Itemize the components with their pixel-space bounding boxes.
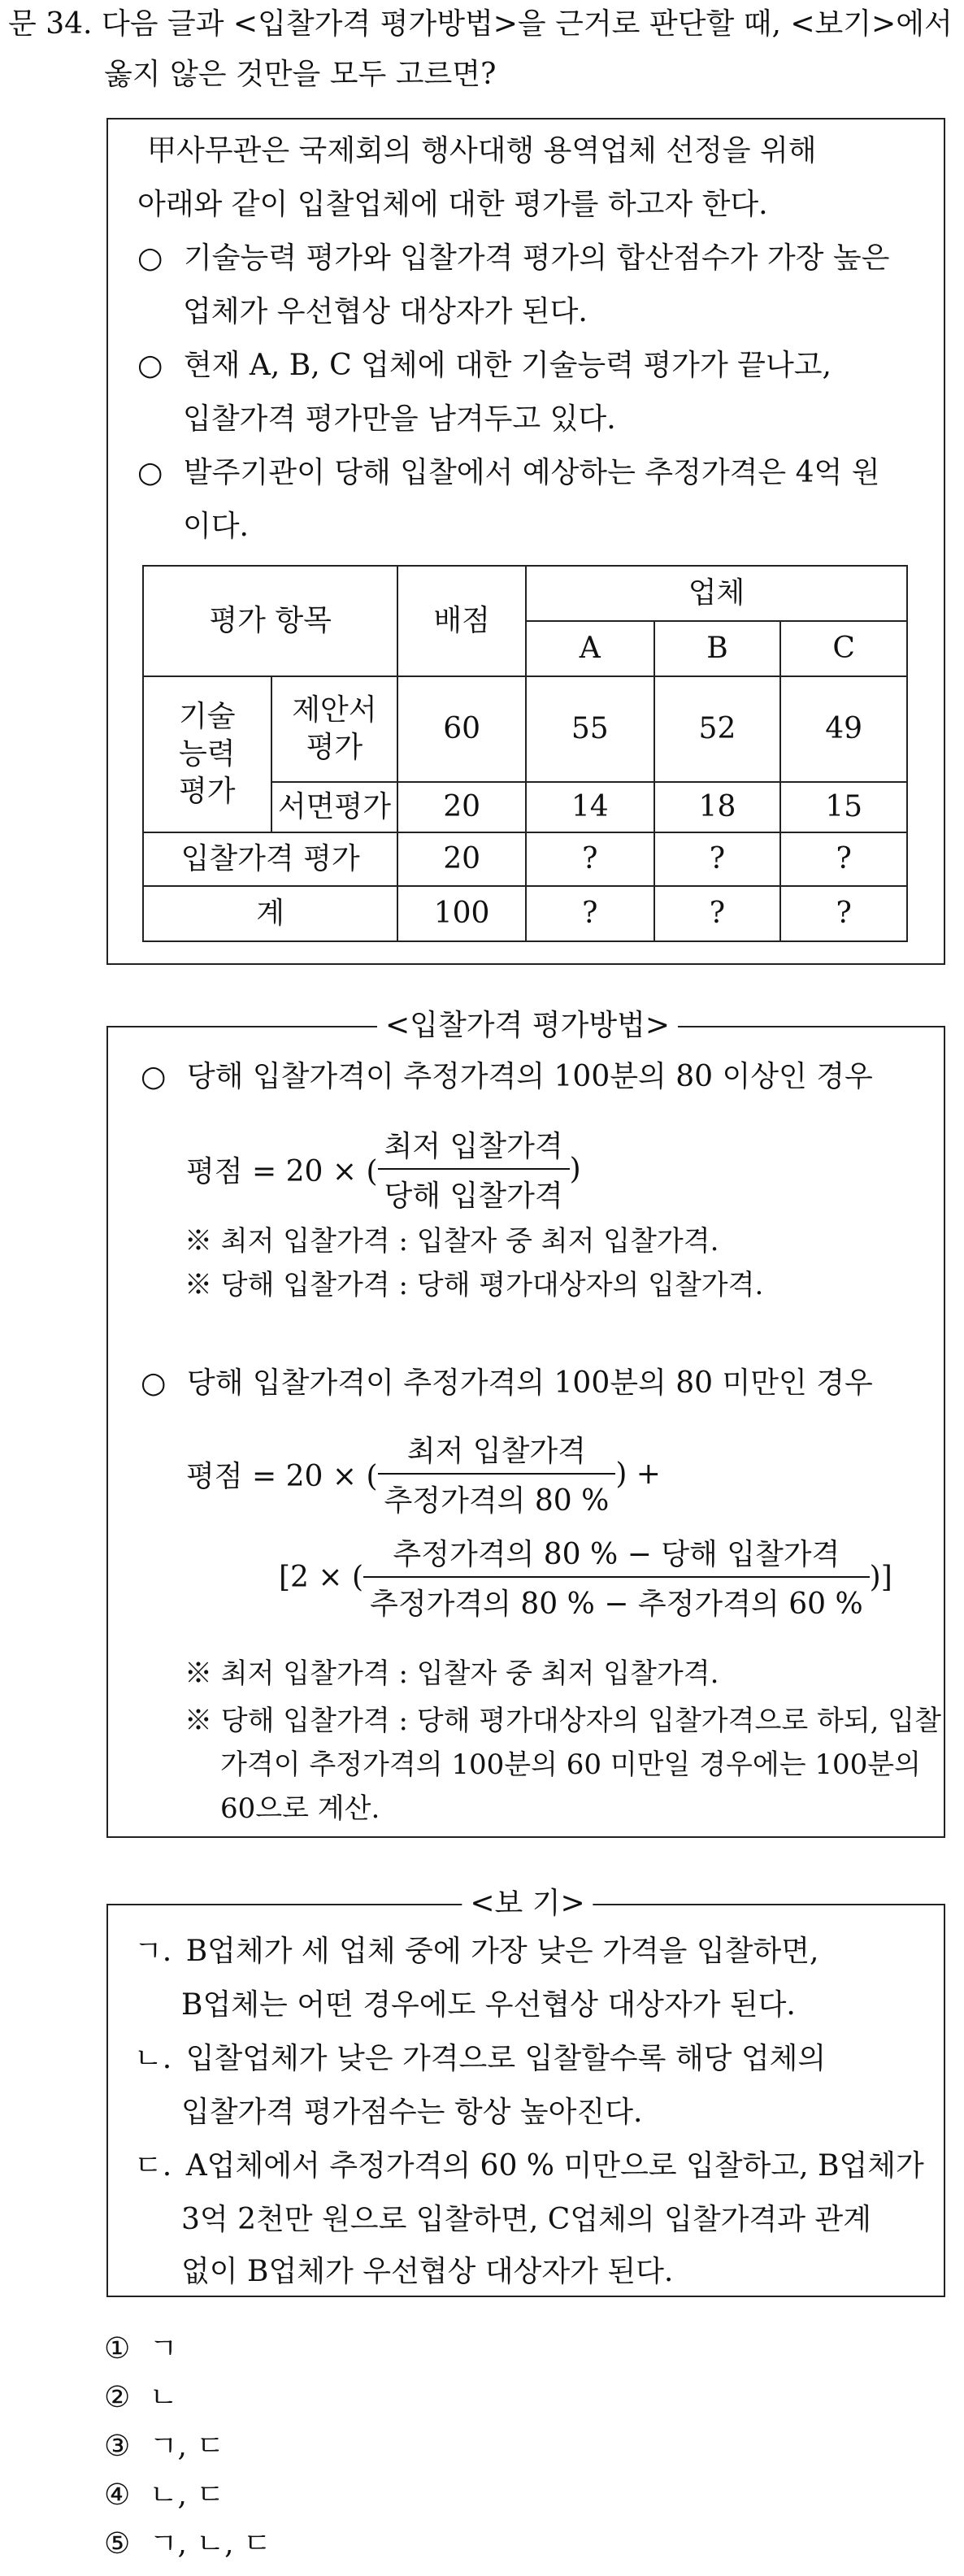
table-row-label (271, 676, 398, 782)
choice-5[interactable] (104, 2520, 271, 2569)
method-case1-note2: ※ 당해 입찰가격 : 당해 평가대상자의 입찰가격. (185, 1269, 764, 1301)
formula-prefix: [2 × ( (279, 1560, 364, 1594)
bogi-item-text-cont: B업체는 어떤 경우에도 우선협상 대상자가 된다. (181, 1988, 796, 2022)
table-row-label: 계 (143, 886, 397, 941)
bogi-item-text: 입찰업체가 낮은 가격으로 입찰할수록 해당 업체의 (185, 2042, 827, 2075)
bullet-text: 현재 A, B, C 업체에 대한 기술능력 평가가 끝나고, (183, 349, 832, 382)
passage-bullet-3 (137, 446, 880, 500)
table-cell-score: 100 (397, 886, 526, 941)
bogi-item-text: A업체에서 추정가격의 60 % 미만으로 입찰하고, B업체가 (185, 2149, 924, 2183)
bullet-mark: ○ (137, 241, 163, 275)
formula-prefix: 평점 = 20 × ( (186, 1154, 378, 1188)
bogi-item-text-cont: 없이 B업체가 우선협상 대상자가 된다. (181, 2255, 674, 2288)
formula-denominator: 추정가격의 80 % − 추정가격의 60 % (370, 1588, 863, 1621)
method-case2-note2: ※ 당해 입찰가격 : 당해 평가대상자의 입찰가격으로 하되, 입찰 (185, 1705, 941, 1737)
bullet-mark: ○ (141, 1060, 167, 1093)
method-box (106, 1009, 945, 1838)
bullet-text-cont: 입찰가격 평가만을 남겨두고 있다. (183, 402, 616, 436)
table-cell: ? (654, 832, 781, 886)
method-case2-formula-part1 (186, 1428, 661, 1519)
choice-text: ㄱ, ㄷ (149, 2430, 225, 2463)
table-row-label: 서면평가 (271, 782, 398, 832)
choice-text: ㄱ (149, 2332, 178, 2365)
evaluation-table (142, 565, 908, 942)
table-tech-group (143, 676, 271, 832)
choice-mark: ④ (104, 2478, 131, 2512)
bogi-item-mark: ㄴ. (134, 2042, 172, 2075)
table-cell-score: 20 (397, 832, 526, 886)
passage-intro-line1: 甲사무관은 국제회의 행사대행 용역업체 선정을 위해 (147, 134, 817, 167)
passage-box (106, 118, 945, 965)
formula-denominator: 당해 입찰가격 (384, 1179, 563, 1213)
table-cell-score: 60 (397, 676, 526, 782)
formula-prefix: 평점 = 20 × ( (186, 1459, 378, 1493)
formula-numerator: 최저 입찰가격 (378, 1123, 570, 1170)
choice-text: ㄴ, ㄷ (149, 2478, 225, 2512)
table-cell: ? (526, 832, 654, 886)
choice-text: ㄴ (149, 2381, 178, 2414)
method-case2-note4: 60으로 계산. (220, 1792, 380, 1825)
bogi-item-3 (134, 2139, 924, 2193)
formula-fraction (378, 1428, 616, 1519)
bogi-title: <보 기> (462, 1886, 593, 1922)
table-tech-group-l1: 기술 (179, 700, 236, 733)
choice-2[interactable] (104, 2374, 178, 2422)
bogi-box (106, 1887, 945, 2297)
table-header-company-a: A (526, 621, 654, 676)
table-header-item: 평가 항목 (143, 566, 397, 676)
bogi-item-mark: ㄱ. (134, 1935, 172, 1968)
table-cell: 15 (780, 782, 907, 832)
question-text-line2: 옳지 않은 것만을 모두 고르면? (104, 58, 497, 91)
choice-mark: ② (104, 2381, 131, 2414)
bogi-item-text: B업체가 세 업체 중에 가장 낮은 가격을 입찰하면, (185, 1935, 819, 1968)
table-row-label-l1: 제안서 (292, 693, 377, 727)
table-cell: ? (780, 886, 907, 941)
question-text-line1: 다음 글과 <입찰가격 평가방법>을 근거로 판단할 때, <보기>에서 (101, 7, 953, 41)
table-cell: ? (526, 886, 654, 941)
method-case1-formula (186, 1123, 581, 1214)
bullet-text-cont: 이다. (183, 510, 249, 543)
method-title: <입찰가격 평가방법> (377, 1008, 678, 1044)
choice-3[interactable] (104, 2422, 224, 2471)
method-case2-note1: ※ 최저 입찰가격 : 입찰자 중 최저 입찰가격. (185, 1657, 719, 1690)
bogi-item-2 (134, 2032, 826, 2086)
bullet-text-cont: 업체가 우선협상 대상자가 된다. (183, 295, 588, 328)
bullet-mark: ○ (141, 1366, 167, 1400)
choice-1[interactable] (104, 2325, 178, 2374)
table-cell: 49 (780, 676, 907, 782)
table-cell: 14 (526, 782, 654, 832)
method-case2-formula-part2 (279, 1531, 892, 1622)
formula-numerator: 추정가격의 80 % − 당해 입찰가격 (363, 1531, 870, 1578)
bullet-text: 발주기관이 당해 입찰에서 예상하는 추정가격은 4억 원 (183, 456, 880, 489)
passage-intro-line2: 아래와 같이 입찰업체에 대한 평가를 하고자 한다. (137, 188, 768, 221)
choice-4[interactable] (104, 2471, 224, 2520)
bullet-mark: ○ (137, 349, 163, 382)
bullet-text: 기술능력 평가와 입찰가격 평가의 합산점수가 가장 높은 (183, 241, 890, 275)
formula-suffix: ) + (615, 1457, 661, 1491)
method-case1-text: 당해 입찰가격이 추정가격의 100분의 80 이상인 경우 (186, 1060, 873, 1093)
table-header-company-c: C (780, 621, 907, 676)
passage-bullet-1 (137, 232, 889, 285)
bogi-item-text-cont: 3억 2천만 원으로 입찰하면, C업체의 입찰가격과 관계 (181, 2203, 871, 2236)
method-case1-note1: ※ 최저 입찰가격 : 입찰자 중 최저 입찰가격. (185, 1225, 719, 1258)
formula-suffix: )] (869, 1560, 892, 1594)
formula-numerator: 최저 입찰가격 (378, 1428, 616, 1475)
formula-fraction (378, 1123, 570, 1214)
question-header (8, 0, 953, 49)
formula-suffix: ) (569, 1152, 581, 1186)
table-header-score: 배점 (397, 566, 526, 676)
choice-text: ㄱ, ㄴ, ㄷ (149, 2527, 271, 2561)
method-case2-note3: 가격이 추정가격의 100분의 60 미만일 경우에는 100분의 (220, 1748, 921, 1781)
method-case1 (141, 1050, 873, 1104)
table-row-label: 입찰가격 평가 (143, 832, 397, 886)
table-cell: 52 (654, 676, 781, 782)
formula-denominator: 추정가격의 80 % (384, 1484, 610, 1518)
method-case2 (141, 1357, 873, 1410)
table-cell: ? (654, 886, 781, 941)
method-case2-text: 당해 입찰가격이 추정가격의 100분의 80 미만인 경우 (186, 1366, 873, 1400)
passage-bullet-2 (137, 339, 832, 393)
choice-mark: ③ (104, 2430, 131, 2463)
table-cell: 18 (654, 782, 781, 832)
bogi-item-text-cont: 입찰가격 평가점수는 항상 높아진다. (181, 2096, 643, 2129)
choice-mark: ① (104, 2332, 131, 2365)
table-cell: ? (780, 832, 907, 886)
table-header-company: 업체 (526, 566, 907, 621)
bogi-item-1 (134, 1925, 819, 1979)
table-row-label-l2: 평가 (306, 731, 363, 764)
table-cell: 55 (526, 676, 654, 782)
question-number: 문 34. (8, 7, 93, 41)
table-tech-group-l2: 능력 (179, 737, 236, 771)
table-header-company-b: B (654, 621, 781, 676)
choice-mark: ⑤ (104, 2527, 131, 2561)
bullet-mark: ○ (137, 456, 163, 489)
table-cell-score: 20 (397, 782, 526, 832)
formula-fraction (363, 1531, 870, 1622)
table-tech-group-l3: 평가 (179, 775, 236, 808)
bogi-item-mark: ㄷ. (134, 2149, 172, 2183)
